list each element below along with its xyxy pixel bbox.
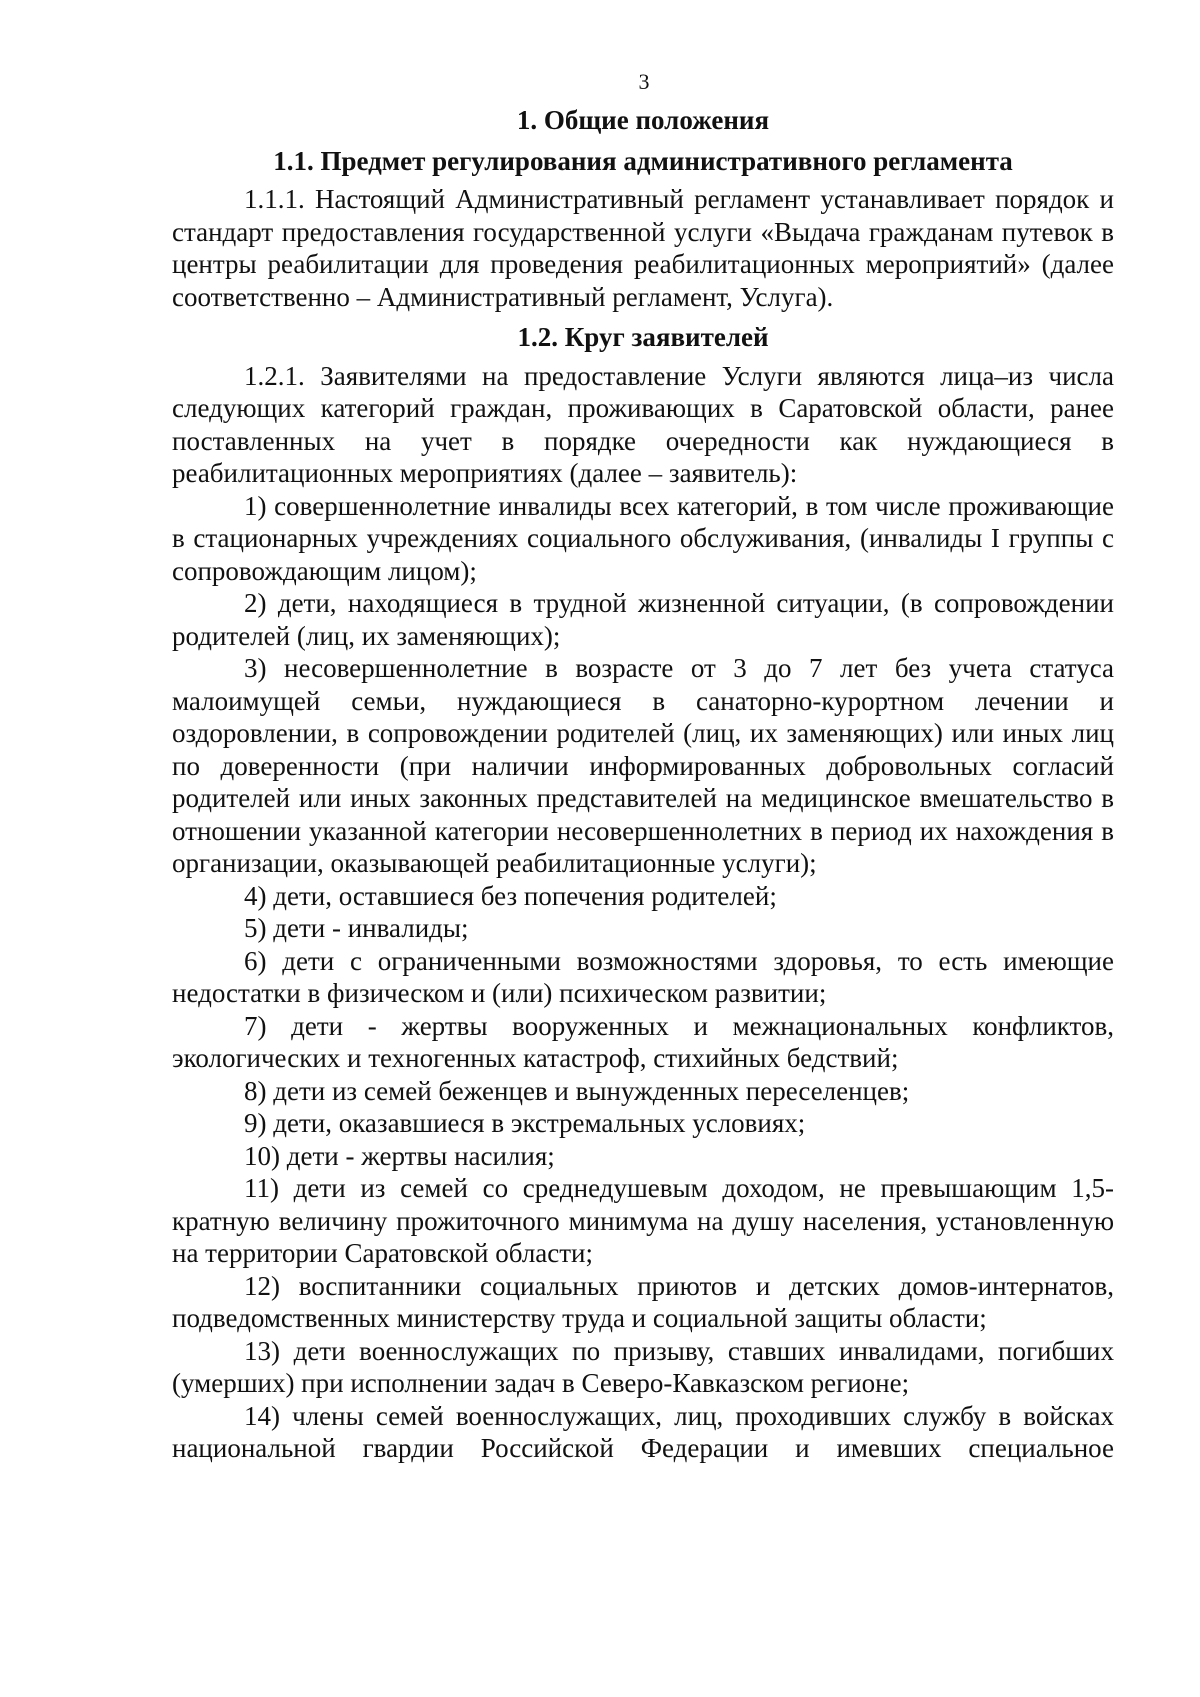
list-item: 5) дети - инвалиды;: [244, 913, 469, 943]
list-item: 3) несовершеннолетние в возрасте от 3 до 7 лет без учета статуса малоимущей семьи, нуждающиеся в санаторно-курортном лечении и оздоровлении, в сопровождении родителей (лиц, их заменяющих) или иных лиц по доверенности (при наличии информированных добровольных согласий родителей или иных законных представителей на медицинское вмешательство в отношении указанной категории несовершеннолетних в период их нахождения в организации, оказывающей реабилитационные услуги);: [172, 653, 1114, 878]
list-item: 10) дети - жертвы насилия;: [244, 1140, 555, 1171]
subsection-title-1-1: 1.1. Предмет регулирования административного регламента: [273, 145, 1013, 176]
page-number: 3: [638, 69, 650, 94]
section-title: 1. Общие положения: [516, 105, 770, 135]
list-item: 11) дети из семей со среднедушевым доходом, не превышающим 1,5-кратную величину прожиточного минимума на душу населения, установленную на территории Саратовской области;: [172, 1173, 1114, 1268]
list-item: 13) дети военнослужащих по призыву, ставших инвалидами, погибших (умерших) при исполнении задач в Северо-Кавказском регионе;: [172, 1335, 1114, 1398]
list-item: 8) дети из семей беженцев и вынужденных переселенцев;: [244, 1075, 910, 1106]
paragraph-1-2-1: 1.2.1. Заявителями на предоставление Услуги являются лица–из числа следующих категорий граждан, проживающих в Саратовской области, ранее поставленных на учет в порядке очередности как нуждающиеся в реабилитационных мероприятиях (далее – заявитель):: [172, 360, 1114, 488]
list-item: 1) совершеннолетние инвалиды всех категорий, в том числе проживающие в стационарных учреждениях социального обслуживания, (инвалиды I группы с сопровождающим лицом);: [172, 490, 1114, 586]
list-item: 14) члены семей военнослужащих, лиц, проходивших службу в войсках национальной гвардии Российской Федерации и имевших специальное: [172, 1400, 1114, 1463]
list-item: 2) дети, находящиеся в трудной жизненной ситуации, (в сопровождении родителей (лиц, их заменяющих);: [172, 588, 1114, 651]
paragraph-1-1-1: 1.1.1. Настоящий Административный регламент устанавливает порядок и стандарт предоставления государственной услуги «Выдача гражданам путевок в центры реабилитации для проведения реабилитационных мероприятий» (далее соответственно – Административный регламент, Услуга).: [172, 184, 1114, 312]
subsection-title-1-2: 1.2. Круг заявителей: [517, 322, 769, 352]
list-item: 7) дети - жертвы вооруженных и межнациональных конфликтов, экологических и техногенных катастроф, стихийных бедствий;: [172, 1010, 1114, 1073]
list-item: 9) дети, оказавшиеся в экстремальных условиях;: [244, 1108, 806, 1138]
list-item: 4) дети, оставшиеся без попечения родителей;: [244, 880, 777, 911]
list-item: 12) воспитанники социальных приютов и детских домов-интернатов, подведомственных министерству труда и социальной защиты области;: [172, 1270, 1114, 1333]
document-page: [172, 62, 1114, 1465]
list-item: 6) дети с ограниченными возможностями здоровья, то есть имеющие недостатки в физическом и (или) психическом развитии;: [172, 945, 1114, 1008]
